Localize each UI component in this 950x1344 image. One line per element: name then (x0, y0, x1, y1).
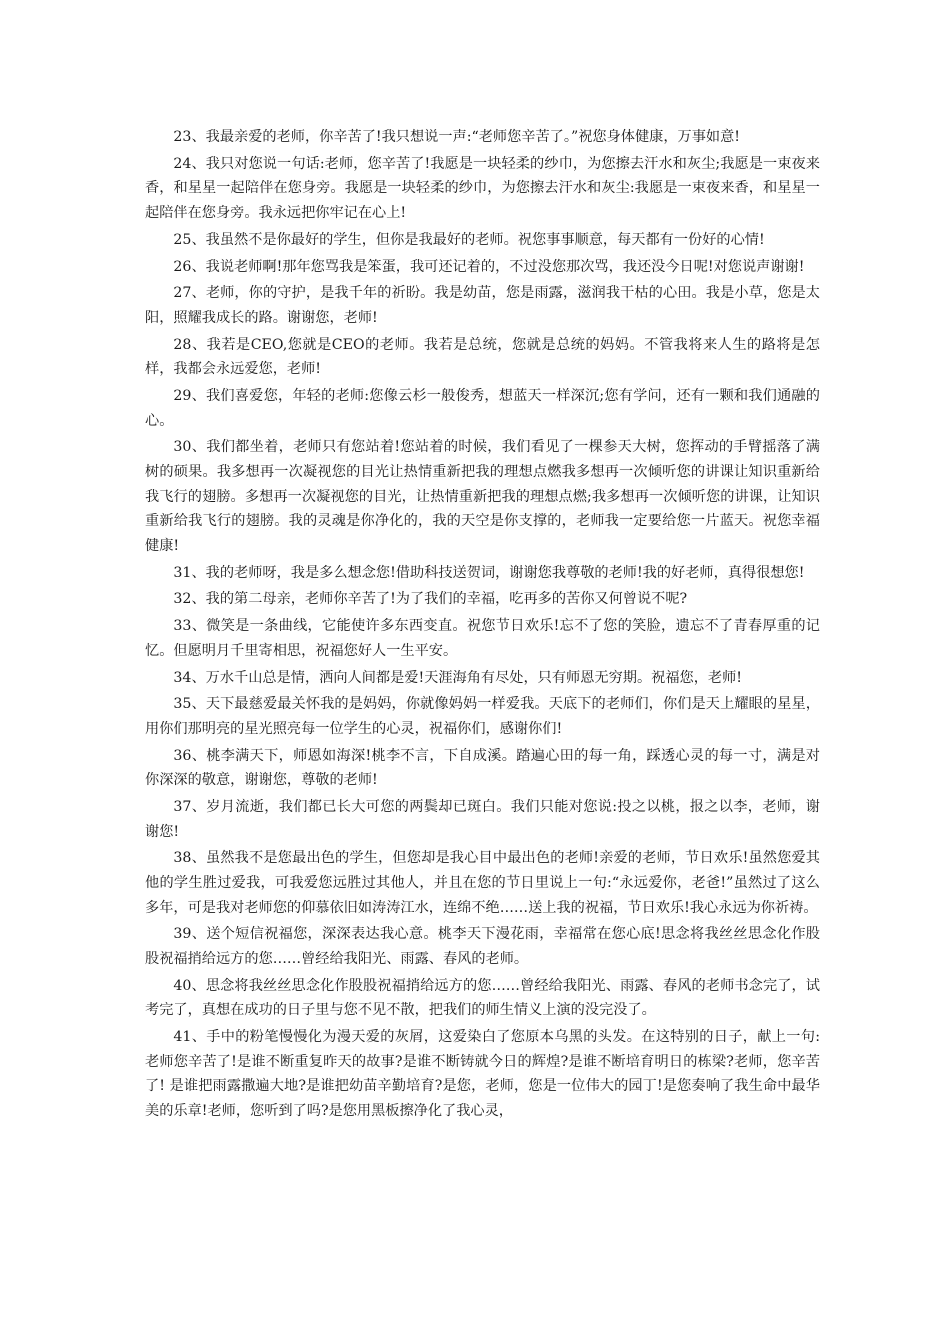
paragraph-32: 32、我的第二母亲，老师你辛苦了!为了我们的幸福，吃再多的苦你又何曾说不呢? (173, 591, 688, 608)
paragraph-31: 31、我的老师呀，我是多么想念您!借助科技送贺词，谢谢您我尊敬的老师!我的好老师，真得很想您! (173, 564, 805, 581)
paragraph-29: 29、我们喜爱您，年轻的老师:您像云杉一般俊秀，想蓝天一样深沉;您有学问，还有一颗和我们通融的心。 (145, 388, 820, 429)
paragraph-30: 30、我们都坐着，老师只有您站着!您站着的时候，我们看见了一棵参天大树，您挥动的手臂摇落了满树的硕果。我多想再一次凝视您的目光让热情重新把我的理想点燃我多想再一次倾听您的讲课让知识重新给我飞行的翅膀。多想再一次凝视您的目光，让热情重新把我的理想点燃;我多想再一次倾听您的讲课，让知识重新给我飞行的翅膀。我的灵魂是你净化的，我的天空是你支撑的，老师我一定要给您一片蓝天。祝您幸福健康! (145, 439, 820, 554)
paragraph-37: 37、岁月流逝，我们都已长大可您的两鬓却已斑白。我们只能对您说:投之以桃，报之以李，老师，谢谢您! (145, 799, 820, 840)
paragraph-33: 33、微笑是一条曲线，它能使许多东西变直。祝您节日欢乐!忘不了您的笑脸，遗忘不了青春厚重的记忆。但愿明月千里寄相思，祝福您好人一生平安。 (145, 618, 820, 659)
paragraph-28: 28、我若是CEO,您就是CEO的老师。我若是总统，您就是总统的妈妈。不管我将来人生的路将是怎样，我都会永远爱您，老师! (145, 336, 820, 378)
paragraph-39: 39、送个短信祝福您，深深表达我心意。桃李天下漫花雨，幸福常在您心底!思念将我丝丝思念化作股股祝福捎给远方的您……曾经给我阳光、雨露、春风的老师。 (145, 926, 820, 967)
document-body (145, 125, 820, 1126)
paragraph-40: 40、思念将我丝丝思念化作股股祝福捎给远方的您……曾经给我阳光、雨露、春风的老师书念完了，试考完了，真想在成功的日子里与您不见不散，把我们的师生情义上演的没完没了。 (145, 977, 820, 1019)
paragraph-27: 27、老师，你的守护，是我千年的祈盼。我是幼苗，您是雨露，滋润我干枯的心田。我是小草，您是太阳，照耀我成长的路。谢谢您，老师! (145, 285, 820, 326)
paragraph-36: 36、桃李满天下，师恩如海深!桃李不言，下自成溪。踏遍心田的每一角，踩透心灵的每一寸，满是对你深深的敬意，谢谢您，尊敬的老师! (145, 747, 820, 789)
paragraph-25: 25、我虽然不是你最好的学生，但你是我最好的老师。祝您事事顺意，每天都有一份好的心情! (173, 231, 765, 248)
paragraph-34: 34、万水千山总是情，洒向人间都是爱!天涯海角有尽处，只有师恩无穷期。祝福您，老师! (173, 669, 742, 686)
paragraph-35: 35、天下最慈爱最关怀我的是妈妈，你就像妈妈一样爱我。天底下的老师们，你们是天上耀眼的星星，用你们那明亮的星光照亮每一位学生的心灵，祝福你们，感谢你们! (145, 696, 820, 737)
paragraph-24: 24、我只对您说一句话:老师，您辛苦了!我愿是一块轻柔的纱巾，为您擦去汗水和灰尘;我愿是一束夜来香，和星星一起陪伴在您身旁。我愿是一块轻柔的纱巾，为您擦去汗水和灰尘:我愿是一束夜来香，和星星一起陪伴在您身旁。我永远把你牢记在心上! (145, 155, 820, 221)
paragraph-41: 41、手中的粉笔慢慢化为漫天爱的灰屑，这爱染白了您原本乌黑的头发。在这特别的日子，献上一句:老师您辛苦了!是谁不断重复昨天的故事?是谁不断铸就今日的辉煌?是谁不断培育明日的栋梁?老师，您辛苦了! 是谁把雨露撒遍大地?是谁把幼苗辛勤培育?是您，老师，您是一位伟大的园丁!是您奏响了我生命中最华美的乐章!老师，您听到了吗?是您用黑板擦净化了我心灵， (145, 1029, 820, 1119)
paragraph-26: 26、我说老师啊!那年您骂我是笨蛋，我可还记着的，不过没您那次骂，我还没今日呢!对您说声谢谢! (173, 258, 805, 275)
paragraph-38: 38、虽然我不是您最出色的学生，但您却是我心目中最出色的老师!亲爱的老师，节日欢乐!虽然您爱其他的学生胜过爱我，可我爱您远胜过其他人，并且在您的节日里说上一句:“永远爱你，老爸!”虽然过了这么多年，可是我对老师您的仰慕依旧如涛涛江水，连绵不绝……送上我的祝福，节日欢乐!我心永远为你祈祷。 (145, 850, 820, 916)
paragraph-23: 23、我最亲爱的老师，你辛苦了!我只想说一声:“老师您辛苦了。”祝您身体健康，万事如意! (173, 129, 740, 145)
